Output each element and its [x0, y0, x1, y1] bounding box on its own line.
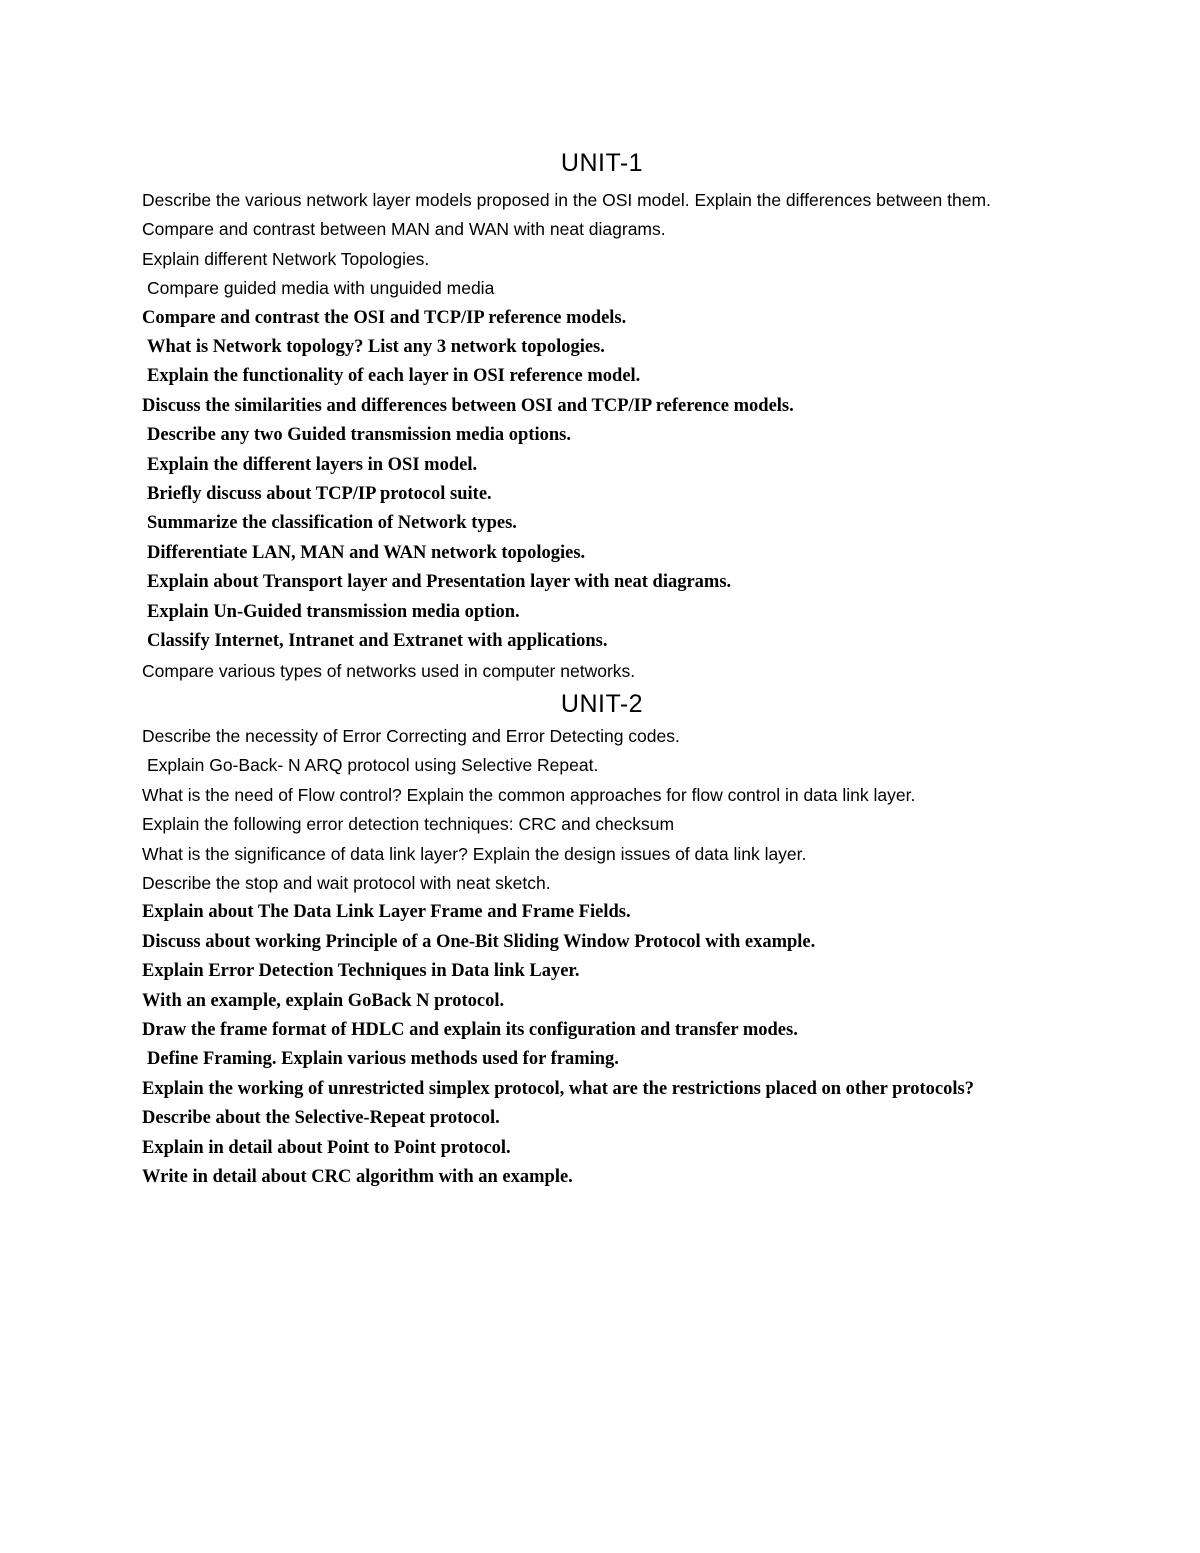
question-item: Compare and contrast between MAN and WAN with neat diagrams. — [142, 219, 666, 240]
question-item: What is the significance of data link layer? Explain the design issues of data link layer. — [142, 843, 807, 864]
question-item: Describe the necessity of Error Correcting and Error Detecting codes. — [142, 725, 680, 746]
question-item: Explain the functionality of each layer in OSI reference model. — [147, 366, 641, 387]
question-item: Compare guided media with unguided media — [147, 278, 495, 299]
unit-2-question-list — [142, 722, 1062, 1193]
unit-1-heading: UNIT-1 — [560, 149, 644, 177]
question-item: Explain Un-Guided transmission media option. — [147, 601, 520, 622]
question-item: Differentiate LAN, MAN and WAN network topologies. — [147, 542, 586, 563]
question-item: Explain the different layers in OSI model. — [147, 454, 478, 475]
question-item: Explain Go-Back- N ARQ protocol using Selective Repeat. — [147, 755, 599, 776]
question-item: Compare various types of networks used in computer networks. — [142, 660, 636, 681]
question-item: Describe about the Selective-Repeat protocol. — [142, 1108, 500, 1129]
question-item: Describe the various network layer models proposed in the OSI model. Explain the differences between them. — [142, 190, 991, 210]
question-item: With an example, explain GoBack N protocol. — [142, 990, 505, 1011]
question-item: Briefly discuss about TCP/IP protocol suite. — [147, 484, 492, 505]
question-item: Explain the working of unrestricted simplex protocol, what are the restrictions placed on other protocols? — [142, 1078, 974, 1099]
unit-1-question-list — [142, 186, 1062, 686]
question-item: Draw the frame format of HDLC and explain its configuration and transfer modes. — [142, 1019, 798, 1040]
question-item: Define Framing. Explain various methods used for framing. — [147, 1049, 619, 1070]
question-item: Explain the following error detection techniques: CRC and checksum — [142, 814, 675, 835]
question-item: Explain about The Data Link Layer Frame and Frame Fields. — [142, 902, 631, 923]
question-item: Classify Internet, Intranet and Extranet with applications. — [147, 631, 608, 652]
question-item: Discuss the similarities and differences between OSI and TCP/IP reference models. — [142, 395, 794, 416]
question-item: Summarize the classification of Network types. — [147, 513, 517, 534]
question-item: Write in detail about CRC algorithm with an example. — [142, 1167, 573, 1187]
question-item: Compare and contrast the OSI and TCP/IP reference models. — [142, 307, 627, 328]
question-item: Discuss about working Principle of a One-Bit Sliding Window Protocol with example. — [142, 931, 816, 952]
question-item: Explain about Transport layer and Presentation layer with neat diagrams. — [147, 572, 732, 593]
question-item: Explain in detail about Point to Point protocol. — [142, 1137, 511, 1158]
document-page — [142, 140, 1062, 1192]
question-item: Describe the stop and wait protocol with neat sketch. — [142, 872, 551, 893]
question-item: What is Network topology? List any 3 network topologies. — [147, 337, 605, 358]
question-item: What is the need of Flow control? Explain the common approaches for flow control in data link layer. — [142, 784, 916, 805]
question-item: Explain different Network Topologies. — [142, 248, 430, 269]
question-item: Explain Error Detection Techniques in Data link Layer. — [142, 961, 580, 982]
unit-2-heading: UNIT-2 — [560, 689, 644, 718]
question-item: Describe any two Guided transmission media options. — [147, 425, 571, 446]
